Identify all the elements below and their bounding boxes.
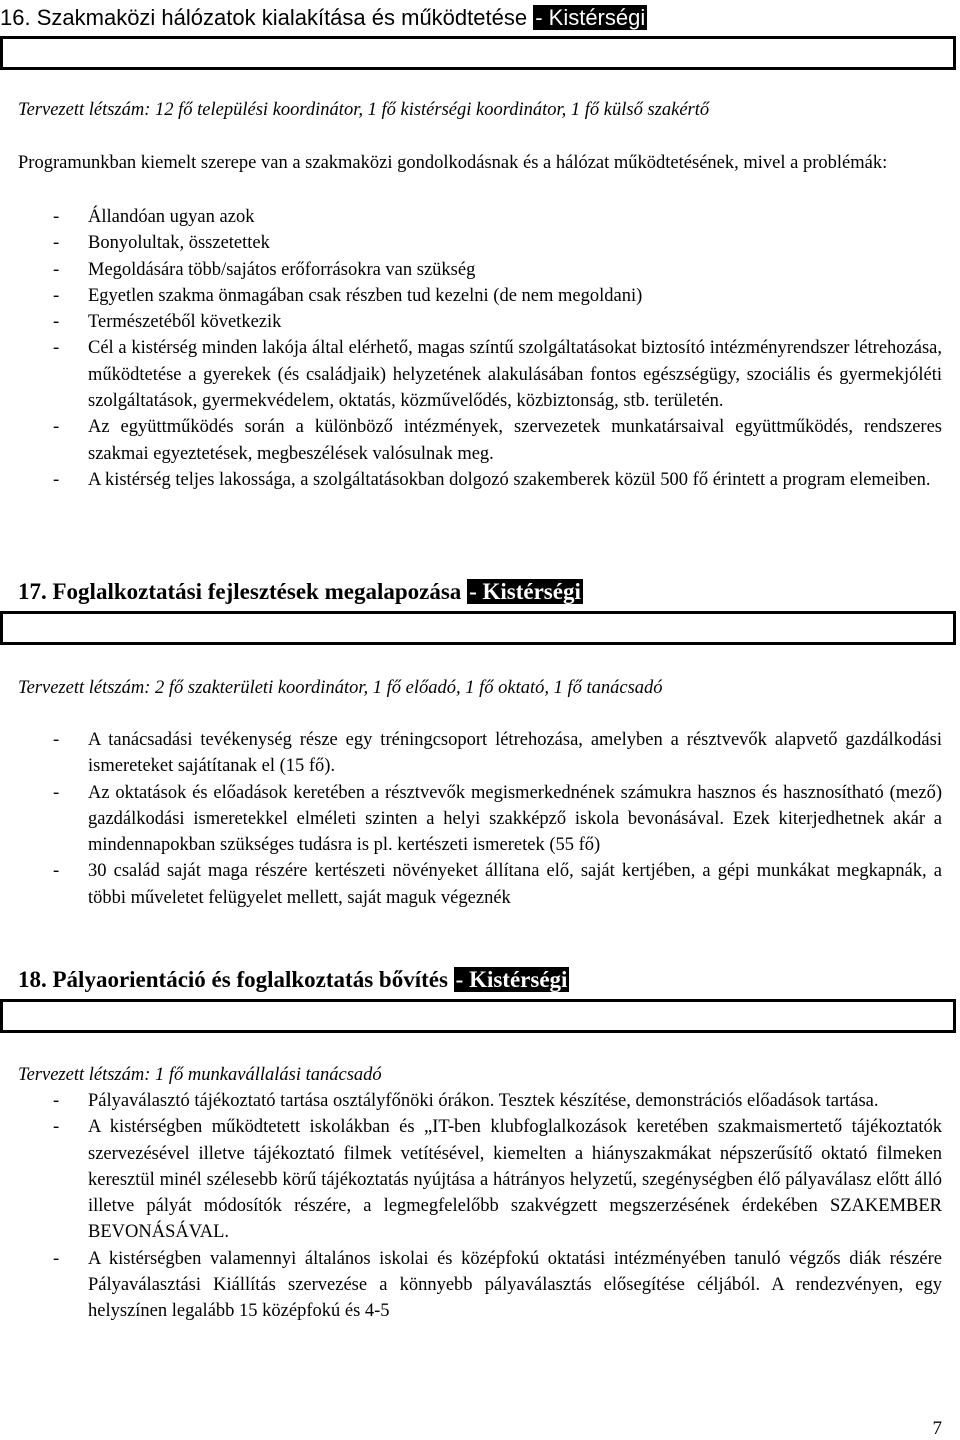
section-number: 16. (0, 5, 31, 30)
list-item: - A kistérségben valamennyi általános iskolai és középfokú oktatási intézményében tanuló végzős diák részére Pályaválasztási Kiállítás szervezése a könnyebb pályaválasztás elősegítése céljából. A rendezvényen, egy helyszínen legalább 15 középfokú és 4-5 (18, 1246, 942, 1325)
section-title: Pályaorientáció és foglalkoztatás bővítés (52, 967, 448, 992)
list-item: - Pályaválasztó tájékoztató tartása osztályfőnöki órákon. Tesztek készítése, demonstrációs előadások tartása. (18, 1088, 942, 1114)
section-bar (0, 999, 956, 1033)
section-title: Foglalkoztatási fejlesztések megalapozása (52, 579, 462, 604)
staff-line: Tervezett létszám: 1 fő munkavállalási tanácsadó (18, 1065, 382, 1085)
bullet-list (18, 1088, 942, 1325)
section-heading (0, 3, 647, 33)
list-item: - Az oktatások és előadások keretében a résztvevők megismerkednének számukra hasznos és hasznosítható (mező) gazdálkodási ismeretekkel elméleti szinten a helyi szakképző iskola bevonásával. Ezek kiterjedhetnek akár a mindennapokban szükséges tudásra is pl. kertészeti ismeretek (55 fő) (18, 780, 942, 859)
section-tag: - Kistérségi (455, 967, 568, 992)
page-number: 7 (932, 1418, 942, 1439)
list-item: - Állandóan ugyan azok (18, 204, 942, 230)
list-item: - 30 család saját maga részére kertészeti növényeket állítana elő, saját kertjében, a gépi munkákat megkapnák, a többi műveletet felügyelet mellett, saját maguk végeznék (18, 858, 942, 911)
section-tag: - Kistérségi (469, 579, 581, 604)
bullet-list (18, 204, 942, 493)
list-item: - A kistérségben működtetett iskolákban és „IT-ben klubfoglalkozások keretében szakmaismertető tájékoztatók szervezésével illetve tájékoztató filmek vetítésével, kiemelten a hiányszakmákat népszerűsítő oktató filmeken keresztül minél szélesebb körű tájékoztatás nyújtása a hátrányos helyzetű, szegénységben élő pályaválasz előtt álló illetve pályát módosítók részére, a legmegfelelőbb szakvégzett megszerzésének érdekében SZAKEMBER BEVONÁSÁVAL. (18, 1114, 942, 1245)
staff-line: Tervezett létszám: 2 fő szakterületi koordinátor, 1 fő előadó, 1 fő oktató, 1 fő tanácsadó (18, 678, 663, 698)
section-heading (0, 577, 583, 607)
staff-line: Tervezett létszám: 12 fő települési koordinátor, 1 fő kistérségi koordinátor, 1 fő külső szakértő (18, 100, 710, 120)
list-item: - Egyetlen szakma önmagában csak részben tud kezelni (de nem megoldani) (18, 283, 942, 309)
list-item: - Cél a kistérség minden lakója által elérhető, magas színtű szolgáltatásokat biztosító intézményrendszer létrehozása, működtetése a gyerekek (és családjaik) helyzetének alakulásában fontos egészségügy, szociális és gyermekjóléti szolgáltatások, gyermekvédelem, oktatás, közművelődés, közbiztonság, stb. területén. (18, 335, 942, 414)
section-tag: - Kistérségi (535, 5, 646, 30)
list-item: - Megoldására több/sajátos erőforrásokra van szükség (18, 257, 942, 283)
section-number: 17. (18, 579, 47, 604)
bullet-list (18, 727, 942, 911)
section-intro: Programunkban kiemelt szerepe van a szakmaközi gondolkodásnak és a hálózat működtetésének, mivel a problémák: (18, 153, 888, 173)
section-number: 18. (18, 967, 47, 992)
list-item: - A tanácsadási tevékenység része egy tréningcsoport létrehozása, amelyben a résztvevők alapvető gazdálkodási ismereteket sajátítanak el (15 fő). (18, 727, 942, 780)
list-item: - Az együttműködés során a különböző intézmények, szervezetek munkatársaival együttműködés, rendszeres szakmai egyeztetések, megbeszélések valósulnak meg. (18, 414, 942, 467)
section-bar (0, 611, 956, 645)
list-item: - Bonyolultak, összetettek (18, 230, 942, 256)
section-bar (0, 36, 956, 70)
list-item: - A kistérség teljes lakossága, a szolgáltatásokban dolgozó szakemberek közül 500 fő érintett a program elemeiben. (18, 467, 942, 493)
section-title: Szakmaközi hálózatok kialakítása és működtetése (36, 5, 528, 30)
section-heading (0, 965, 569, 995)
list-item: - Természetéből következik (18, 309, 942, 335)
